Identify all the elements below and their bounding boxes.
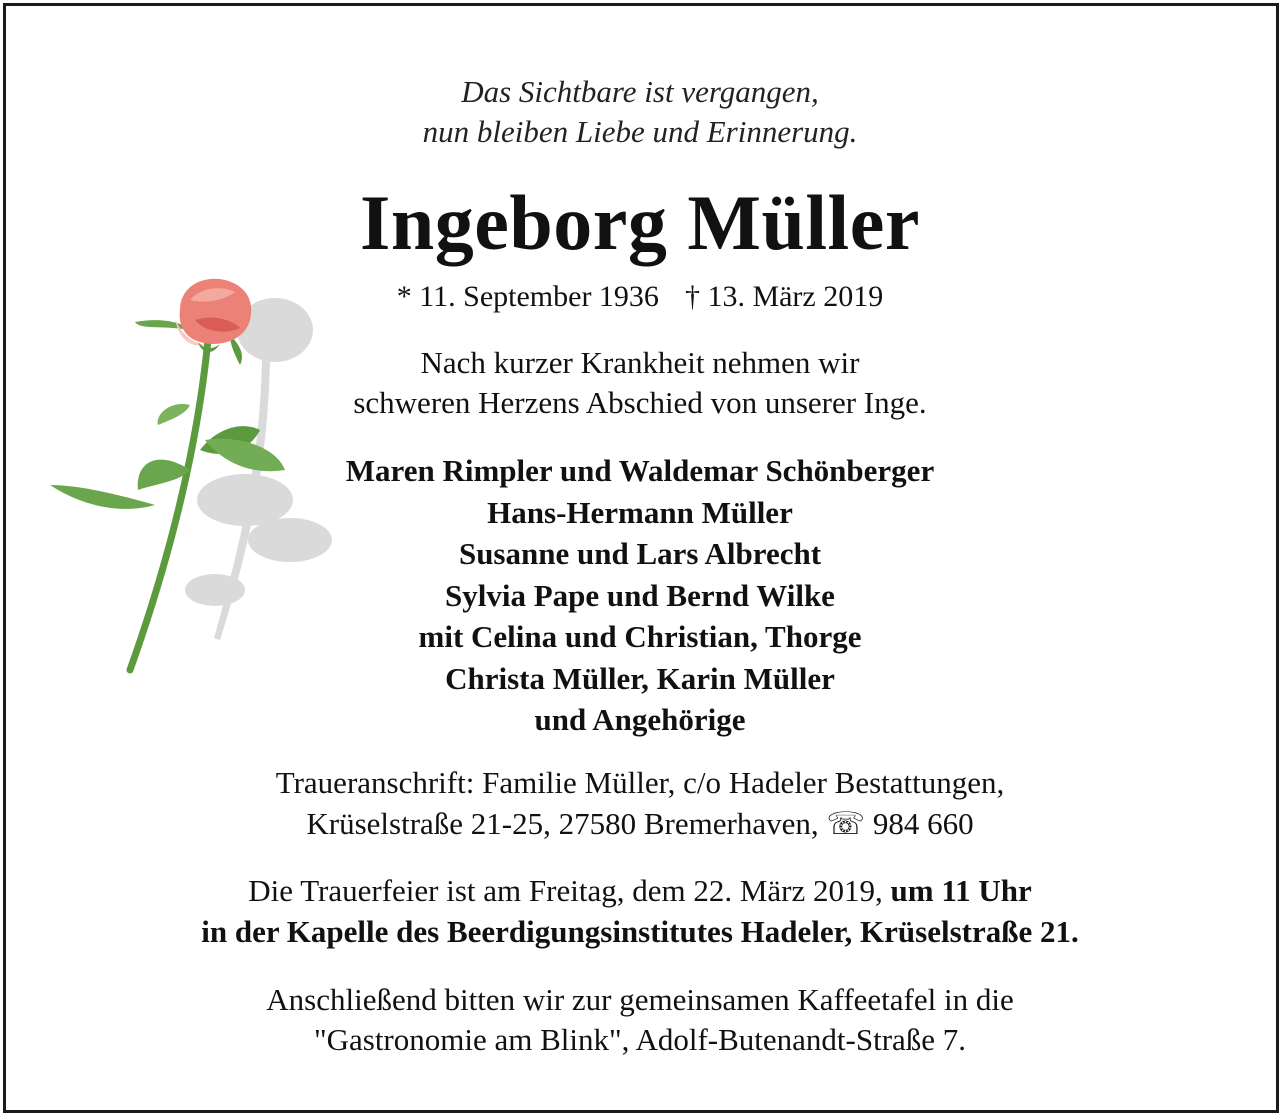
mourner-line: Sylvia Pape und Bernd Wilke xyxy=(445,577,835,613)
mourner-line: Susanne und Lars Albrecht xyxy=(458,536,822,571)
mourner-line: und Angehörige xyxy=(534,702,746,737)
mourning-address xyxy=(0,762,1280,844)
deceased-name: Ingeborg Müller xyxy=(360,179,920,266)
mourner-line: Hans-Hermann Müller xyxy=(487,494,793,530)
address-line-1: Traueranschrift: Familie Müller, c/o Hadeler Bestattungen, xyxy=(275,765,1005,800)
coffee-line-1: Anschließend bitten wir zur gemeinsamen Kaffeetafel in die xyxy=(266,982,1014,1017)
farewell-message xyxy=(0,343,1280,423)
ceremony-location: in der Kapelle des Beerdigungsinstitutes Hadeler, Krüselstraße 21. xyxy=(201,914,1079,949)
ceremony-time: um 11 Uhr xyxy=(890,873,1032,908)
mourners-list xyxy=(0,450,1280,741)
birth-date: * 11. September 1936 xyxy=(396,280,659,313)
message-line-2: schweren Herzens Abschied von unserer Inge. xyxy=(353,385,927,420)
motto-line-1: Das Sichtbare ist vergangen, xyxy=(461,74,819,109)
address-line-2 xyxy=(0,803,1280,844)
mourner-line: Maren Rimpler und Waldemar Schönberger xyxy=(345,453,935,488)
mourner-line: mit Celina und Christian, Thorge xyxy=(418,619,862,654)
phone-icon: ☏ xyxy=(826,806,866,841)
message-line-1: Nach kurzer Krankheit nehmen wir xyxy=(420,345,860,380)
ceremony-date: Die Trauerfeier ist am Freitag, dem 22. März 2019, xyxy=(248,873,891,908)
ceremony-line-1 xyxy=(0,870,1280,911)
address-street: Krüselstraße 21-25, 27580 Bremerhaven, xyxy=(306,806,827,841)
motto-line-2: nun bleiben Liebe und Erinnerung. xyxy=(422,114,858,149)
phone-number: 984 660 xyxy=(865,806,974,841)
coffee-line-2: "Gastronomie am Blink", Adolf-Butenandt-Straße 7. xyxy=(313,1022,967,1057)
motto xyxy=(0,72,1280,152)
mourner-line: Christa Müller, Karin Müller xyxy=(445,660,835,696)
death-date: † 13. März 2019 xyxy=(684,280,884,313)
life-dates xyxy=(0,278,1280,316)
funeral-ceremony xyxy=(0,870,1280,952)
coffee-reception xyxy=(0,980,1280,1060)
